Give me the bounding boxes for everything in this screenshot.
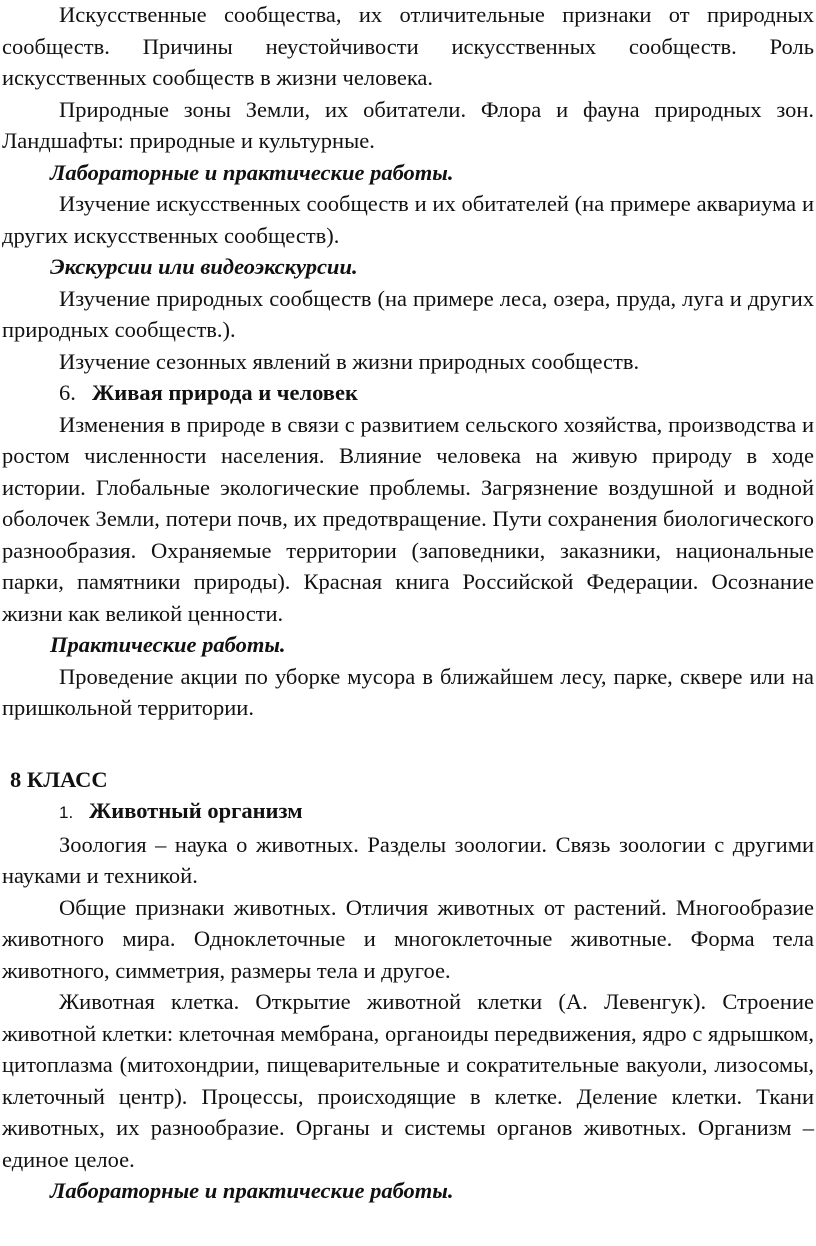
paragraph-seasonal-phenomena: Изучение сезонных явлений в жизни природных сообществ. <box>59 348 640 374</box>
section-title: Животный организм <box>89 798 303 823</box>
paragraph-animal-features: Общие признаки животных. Отличия животных от растений. Многообразие животного мира. Одноклеточные и многоклеточные животные. Форма тела животного, симметрия, размеры тела и другое. <box>2 894 814 983</box>
spacer <box>2 724 814 764</box>
paragraph-aquarium-study: Изучение искусственных сообществ и их обитателей (на примере аквариума и других искусственных сообществ). <box>2 191 814 248</box>
subheading-lab-works: Лабораторные и практические работы. <box>50 159 454 185</box>
section-heading-6 <box>2 377 814 409</box>
grade-heading: 8 КЛАСС <box>10 766 108 792</box>
paragraph-animal-cell: Животная клетка. Открытие животной клетки (А. Левенгук). Строение животной клетки: клеточная мембрана, органоиды передвижения, ядро с ядрышком, цитоплазма (митохондрии, пищеварительные и сократительные вакуоли, лизосомы, клеточный центр). Процессы, происходящие в клетке. Деление клетки. Ткани животных, их разнообразие. Органы и системы органов животных. Организм – единое целое. <box>2 989 814 1172</box>
paragraph-cleanup-action: Проведение акции по уборке мусора в ближайшем лесу, парке, сквере или на пришкольной территории. <box>2 663 814 720</box>
paragraph-natural-communities-study: Изучение природных сообществ (на примере леса, озера, пруда, луга и других природных сообществ.). <box>2 285 814 342</box>
section-title: Живая природа и человек <box>92 380 358 405</box>
paragraph-zoology: Зоология – наука о животных. Разделы зоологии. Связь зоологии с другими науками и техникой. <box>2 831 814 888</box>
paragraph-natural-zones: Природные зоны Земли, их обитатели. Флора и фауна природных зон. Ландшафты: природные и культурные. <box>2 96 814 153</box>
section-heading-1 <box>2 795 814 829</box>
subheading-lab-works-2: Лабораторные и практические работы. <box>50 1178 454 1203</box>
paragraph-human-impact: Изменения в природе в связи с развитием сельского хозяйства, производства и ростом численности населения. Влияние человека на живую природу в ходе истории. Глобальные экологические проблемы. Загрязнение воздушной и водной оболочек Земли, потери почв, их предотвращение. Пути сохранения биологического разнообразия. Охраняемые территории (заповедники, заказники, национальные парки, памятники природы). Красная книга Российской Федерации. Осознание жизни как великой ценности. <box>2 411 814 626</box>
subheading-excursions: Экскурсии или видеоэкскурсии. <box>50 254 358 279</box>
section-number: 1. <box>59 803 74 822</box>
paragraph-artificial-communities: Искусственные сообщества, их отличительные признаки от природных сообществ. Причины неустойчивости искусственных сообществ. Роль искусственных сообществ в жизни человека. <box>2 2 814 90</box>
section-number: 6. <box>59 380 76 405</box>
subheading-practical-works: Практические работы. <box>50 632 286 657</box>
